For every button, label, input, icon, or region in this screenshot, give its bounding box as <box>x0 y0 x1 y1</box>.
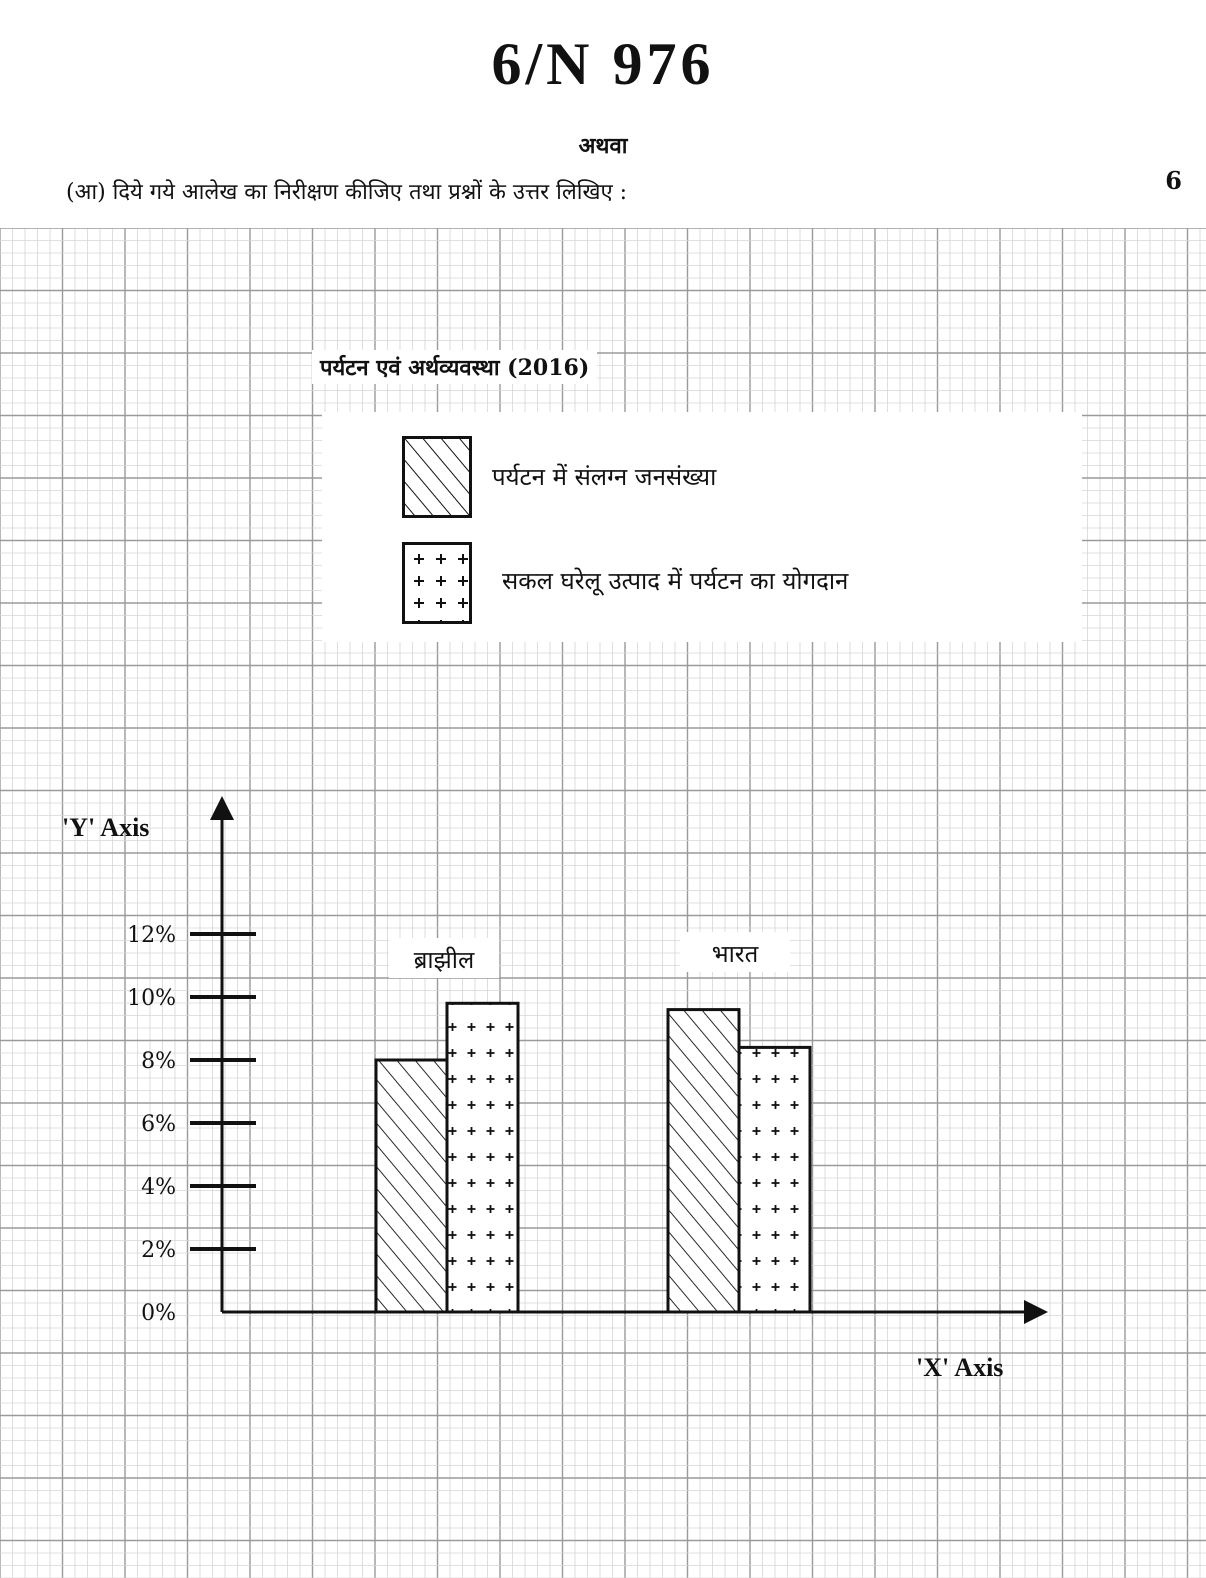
or-label: अथवा <box>578 133 628 159</box>
y-tick-label: 4% <box>141 1175 176 1200</box>
bar-tourism-population-0 <box>376 1060 447 1312</box>
bar-gdp-contribution-1 <box>739 1047 810 1312</box>
marks-label: 6 <box>1165 166 1182 195</box>
chart-title: पर्यटन एवं अर्थव्यवस्था (2016) <box>312 350 597 384</box>
question-text: (आ) दिये गये आलेख का निरीक्षण कीजिए तथा प्रश्नों के उत्तर लिखिए : <box>66 180 628 205</box>
bars-layer <box>376 1003 810 1312</box>
paper-code: 6/N 976 <box>491 31 715 97</box>
y-tick-label: 0% <box>141 1301 176 1326</box>
x-axis-title: 'X' Axis <box>916 1353 1004 1382</box>
ticks-layer <box>127 923 256 1326</box>
axes-layer <box>62 808 1036 1382</box>
y-tick-label: 6% <box>141 1112 176 1137</box>
category-label: ब्राझील <box>413 946 475 974</box>
legend-label-gdp-contribution: सकल घरेलू उत्पाद में पर्यटन का योगदान <box>502 567 849 595</box>
y-tick-label: 12% <box>127 923 176 948</box>
y-tick-label: 10% <box>127 986 176 1011</box>
y-tick-label: 8% <box>141 1049 176 1074</box>
category-labels-layer <box>389 932 790 978</box>
y-tick-label: 2% <box>141 1238 176 1263</box>
y-axis-title: 'Y' Axis <box>62 813 150 842</box>
bar-gdp-contribution-0 <box>447 1003 518 1312</box>
category-label: भारत <box>711 940 759 968</box>
bar-tourism-population-1 <box>668 1010 739 1312</box>
legend-label-tourism-population: पर्यटन में संलग्न जनसंख्या <box>492 463 717 491</box>
